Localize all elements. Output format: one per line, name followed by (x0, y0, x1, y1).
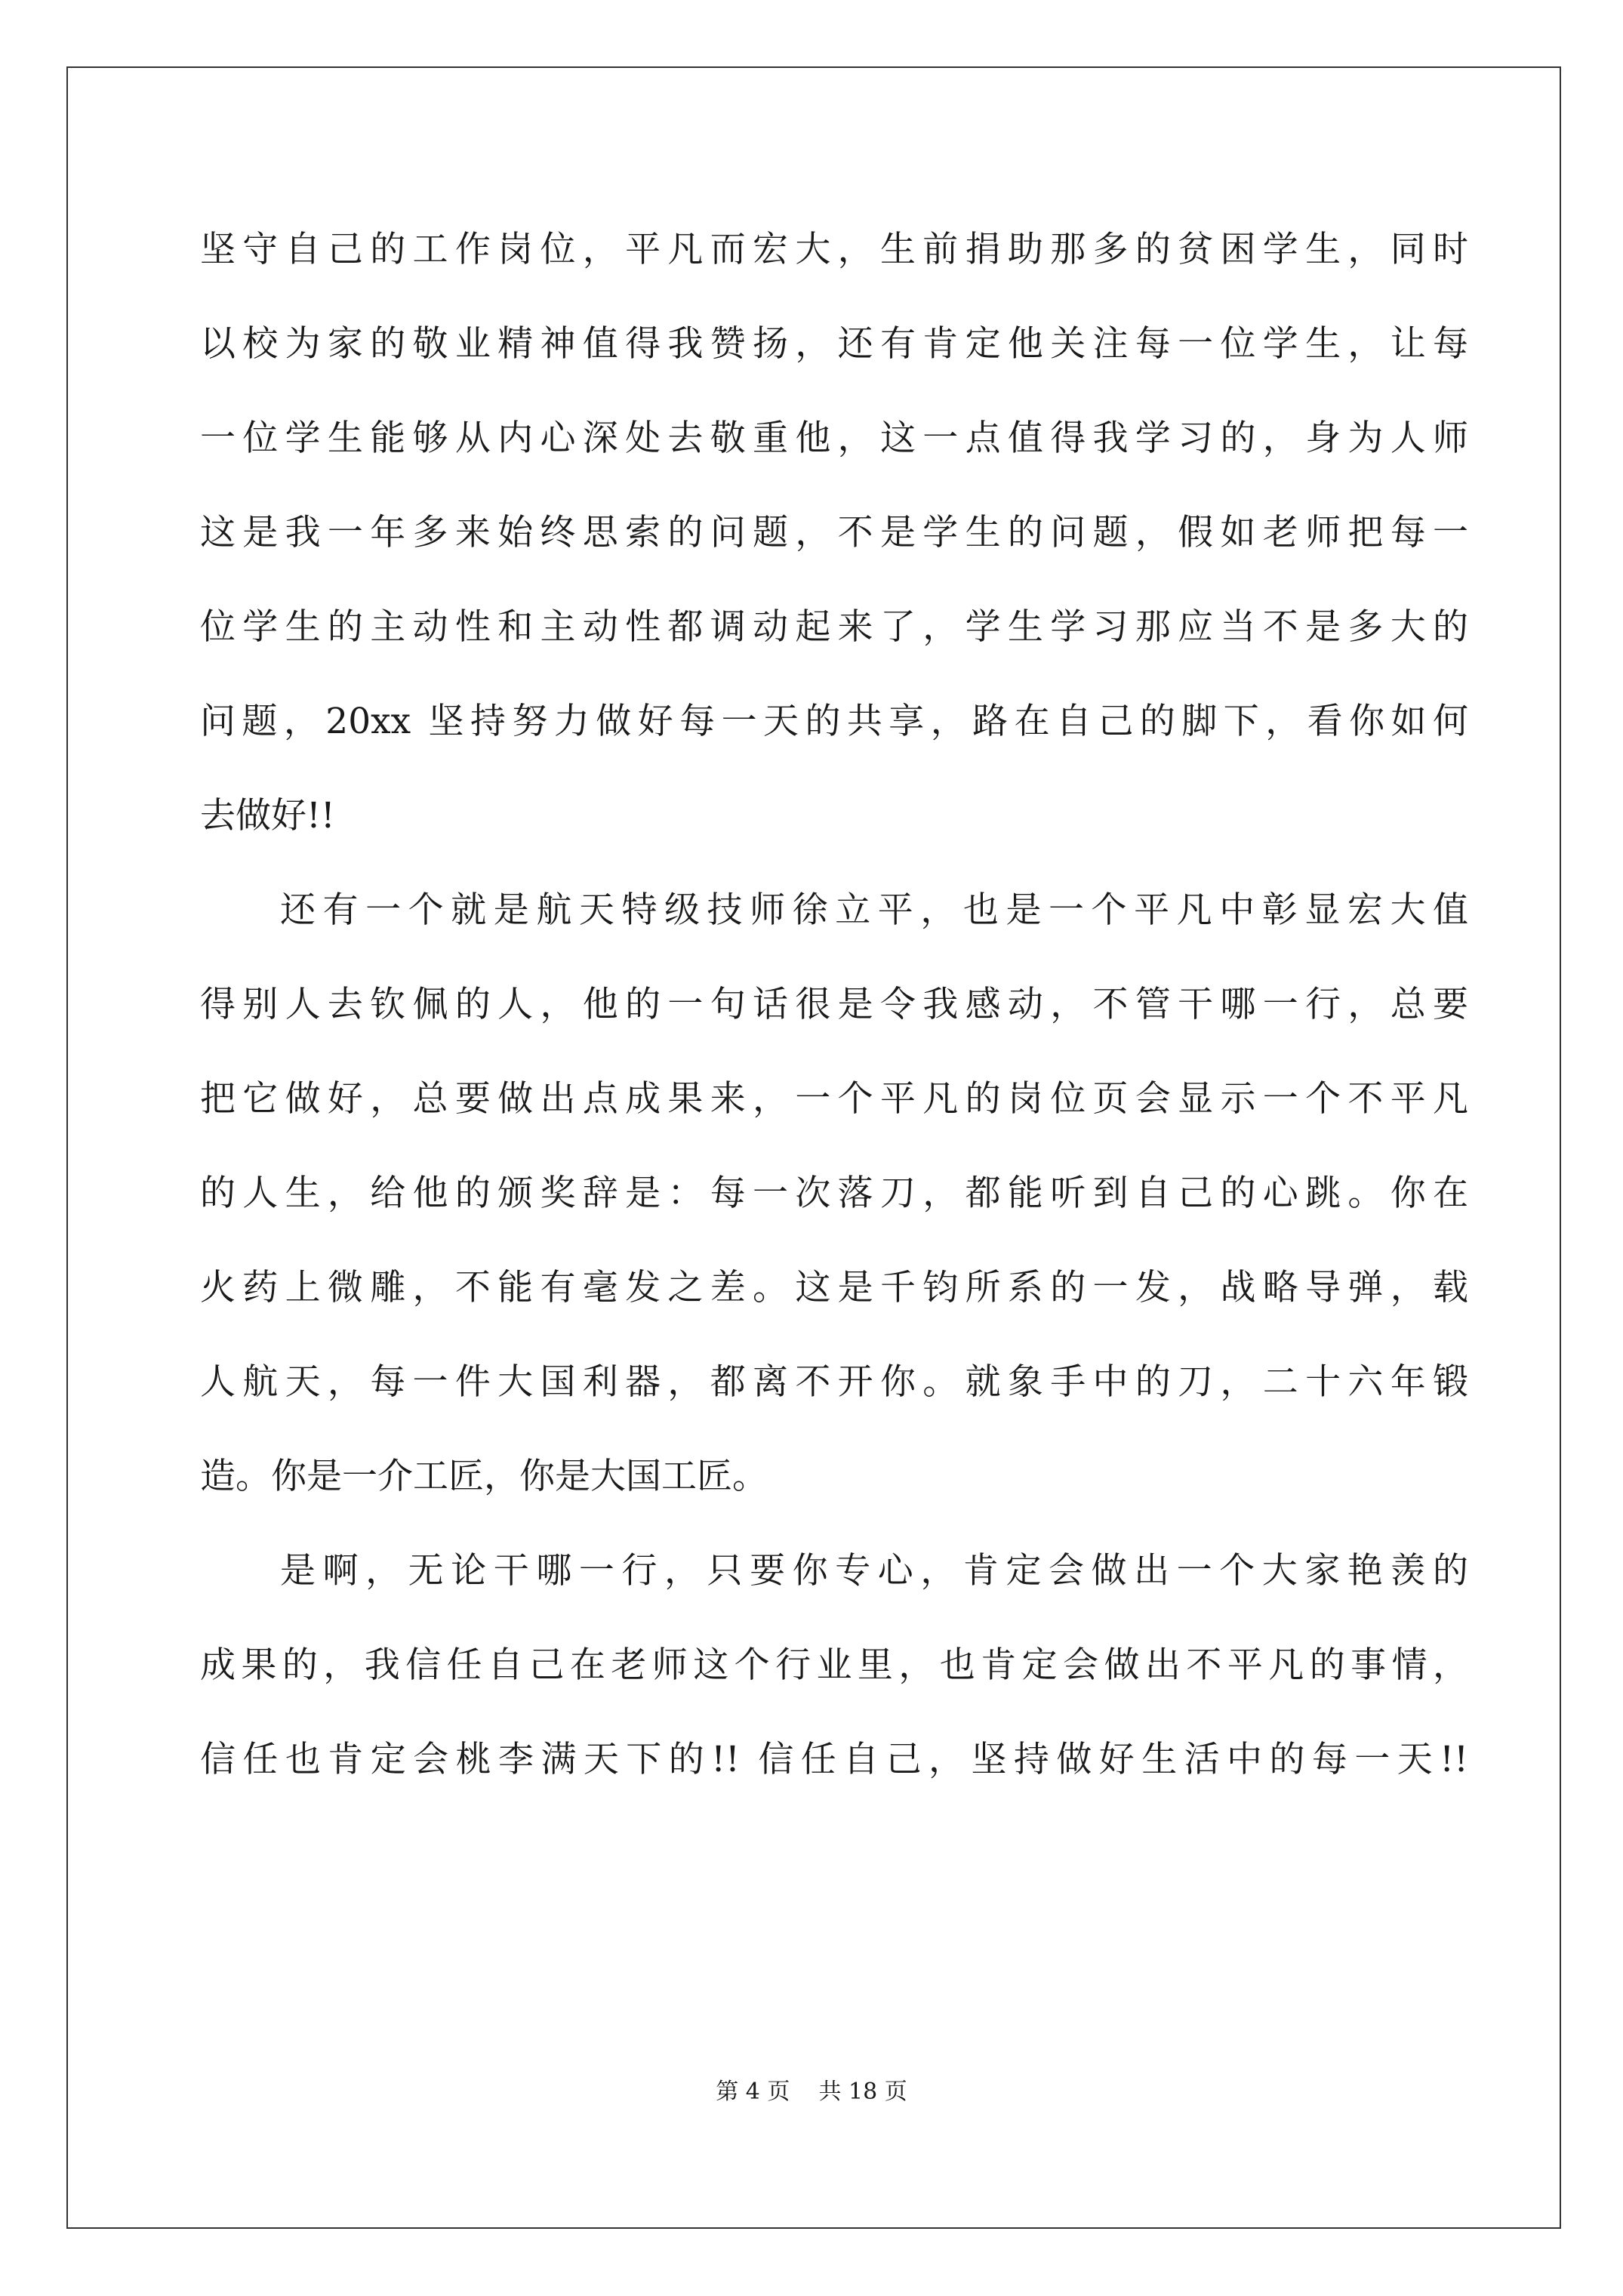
paragraph-line: 问题，20xx 坚持努力做好每一天的共享，路在自己的脚下，看你如何 (200, 701, 1468, 742)
paragraph-line: 得别人去钦佩的人，他的一句话很是令我感动，不管干哪一行，总要 (200, 984, 1468, 1025)
paragraph-line: 一位学生能够从内心深处去敬重他，这一点值得我学习的，身为人师 (200, 418, 1468, 459)
paragraph-line: 坚守自己的工作岗位，平凡而宏大，生前捐助那多的贫困学生，同时 (200, 229, 1468, 270)
paragraph-2 (200, 880, 1468, 1540)
paragraph-line: 这是我一年多来始终思索的问题，不是学生的问题，假如老师把每一 (200, 512, 1468, 553)
paragraph-line: 去做好!! (200, 795, 335, 837)
paragraph-line: 还有一个就是航天特级技师徐立平，也是一个平凡中彰显宏大值 (280, 889, 1468, 931)
page-footer: 第 4 页 共 18 页 (716, 2079, 907, 2105)
paragraph-line: 以校为家的敬业精神值得我赞扬，还有肯定他关注每一位学生，让每 (200, 323, 1468, 365)
paragraph-line: 火药上微雕，不能有毫发之差。这是千钧所系的一发，战略导弹，载 (200, 1267, 1468, 1308)
paragraph-line: 是啊，无论干哪一行，只要你专心，肯定会做出一个大家艳羡的 (280, 1550, 1468, 1592)
paragraph-line: 把它做好，总要做出点成果来，一个平凡的岗位页会显示一个不平凡 (200, 1078, 1468, 1120)
paragraph-line: 人航天，每一件大国利器，都离不开你。就象手中的刀，二十六年锻 (200, 1361, 1468, 1403)
document-body (200, 219, 1468, 1823)
paragraph-line: 位学生的主动性和主动性都调动起来了，学生学习那应当不是多大的 (200, 606, 1468, 648)
paragraph-line: 信任也肯定会桃李满天下的!! 信任自己，坚持做好生活中的每一天!! (200, 1739, 1468, 1780)
paragraph-1 (200, 219, 1468, 880)
paragraph-line: 的人生，给他的颁奖辞是：每一次落刀，都能听到自己的心跳。你在 (200, 1173, 1468, 1214)
paragraph-line: 造。你是一介工匠，你是大国工匠。 (200, 1456, 768, 1497)
paragraph-3 (200, 1540, 1468, 1823)
paragraph-line: 成果的，我信任自己在老师这个行业里，也肯定会做出不平凡的事情， (200, 1644, 1468, 1686)
